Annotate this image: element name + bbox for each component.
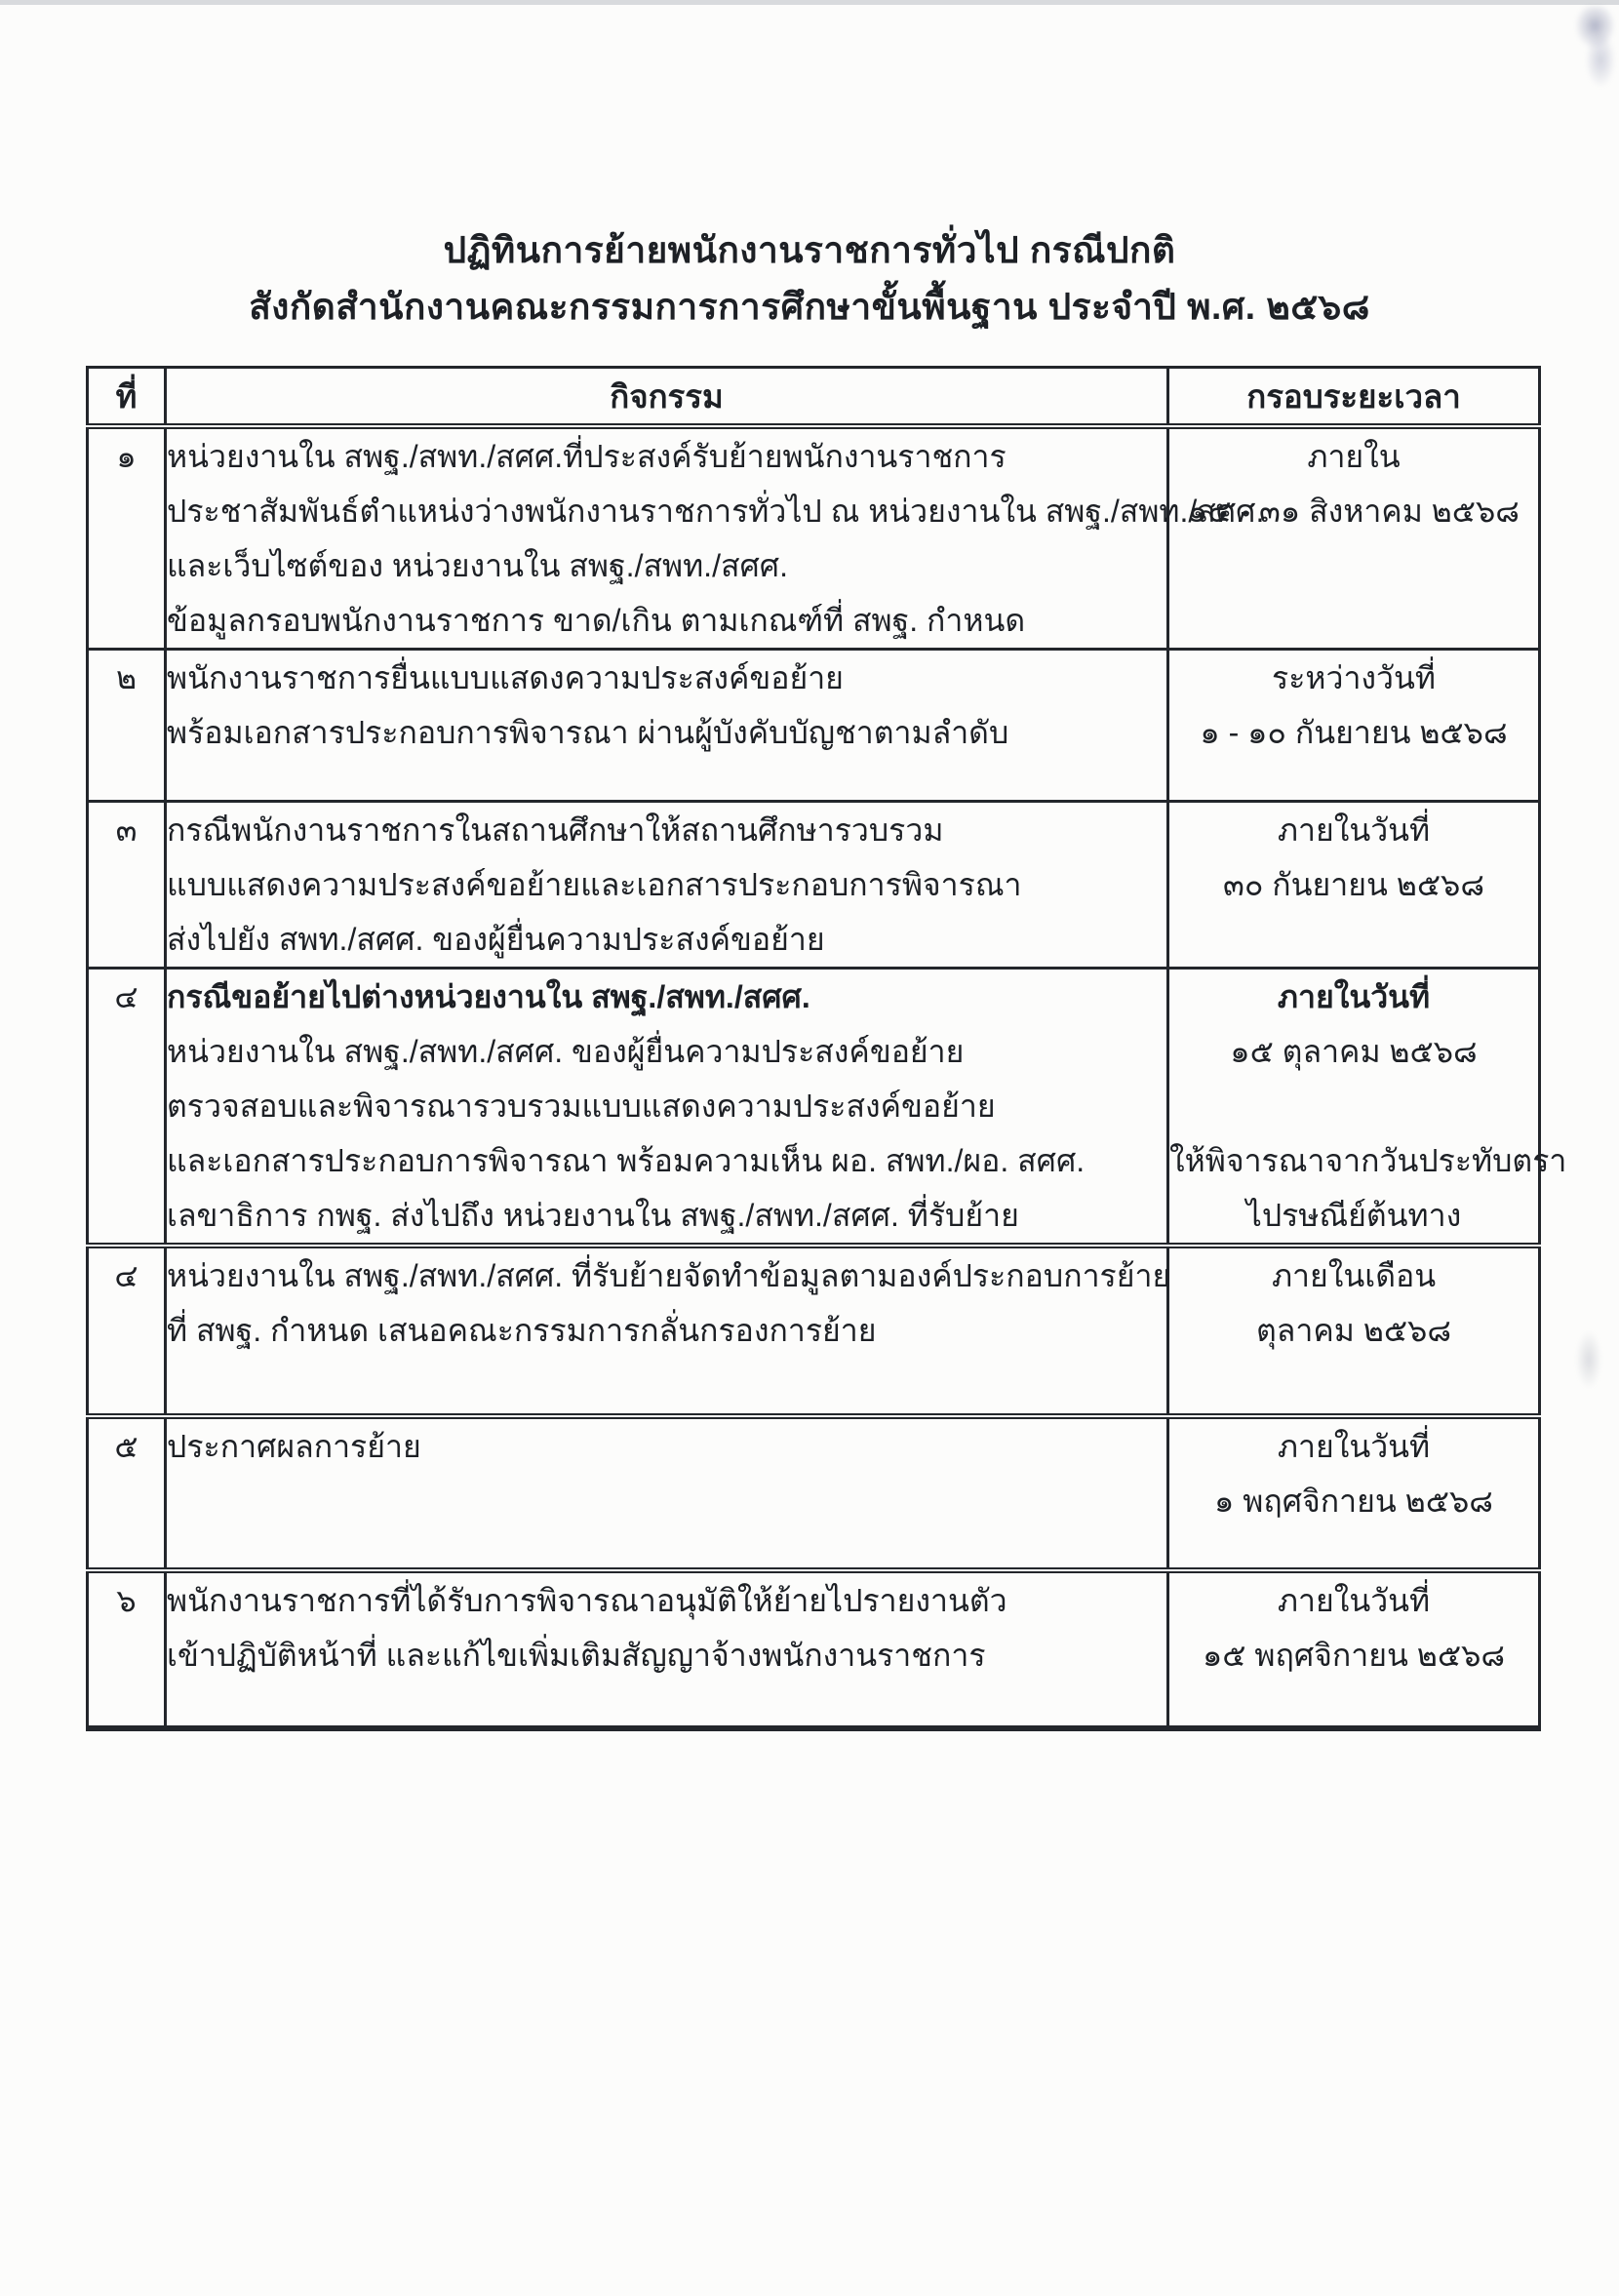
timeframe-cell (1168, 802, 1540, 969)
timeframe-line: ๑ พฤศจิกายน ๒๕๖๘ (1214, 1484, 1493, 1519)
activity-line: พนักงานราชการยื่นแบบแสดงความประสงค์ขอย้าย (167, 660, 844, 695)
activity-cell (166, 802, 1168, 969)
table-row (88, 650, 1540, 802)
row-number (88, 1246, 166, 1416)
timeframe-line: ไปรษณีย์ต้นทาง (1245, 1198, 1462, 1233)
row-number (88, 1570, 166, 1728)
activity-line: แบบแสดงความประสงค์ขอย้ายและเอกสารประกอบการพิจารณา (167, 867, 1022, 902)
header-no: ที่ (88, 368, 166, 427)
table-row (88, 426, 1540, 650)
row-number-text: ๖ (116, 1583, 137, 1618)
timeframe-line: ภายใน (1307, 439, 1401, 474)
activity-line: ข้อมูลกรอบพนักงานราชการ ขาด/เกิน ตามเกณฑ์ที่ สพฐ. กำหนด (167, 603, 1026, 638)
row-number-text: ๓ (115, 812, 138, 848)
timeframe-cell (1168, 426, 1540, 650)
activity-cell (166, 1416, 1168, 1570)
activity-line: ประกาศผลการย้าย (167, 1429, 421, 1464)
row-number-text: ๔ (114, 1258, 138, 1293)
activity-line: ประชาสัมพันธ์ตำแหน่งว่างพนักงานราชการทั่วไป ณ หน่วยงานใน สพฐ./สพท./สศศ. (167, 494, 1265, 529)
row-number (88, 969, 166, 1247)
activity-line: เข้าปฏิบัติหน้าที่ และแก้ไขเพิ่มเติมสัญญาจ้างพนักงานราชการ (167, 1638, 986, 1673)
document-title-line1: ปฏิทินการย้ายพนักงานราชการทั่วไป กรณีปกติ (443, 230, 1176, 270)
activity-line: เลขาธิการ กพฐ. ส่งไปถึง หน่วยงานใน สพฐ./สพท./สศศ. ที่รับย้าย (167, 1198, 1019, 1233)
table-row (88, 802, 1540, 969)
scan-artifact-top-strip (0, 0, 1619, 5)
timeframe-line: ตุลาคม ๒๕๖๘ (1255, 1313, 1452, 1348)
row-number (88, 1416, 166, 1570)
row-number (88, 650, 166, 802)
document-title (0, 222, 1619, 336)
document-title-line2: สังกัดสำนักงานคณะกรรมการการศึกษาขั้นพื้นฐาน ประจำปี พ.ศ. ๒๕๖๘ (249, 287, 1370, 327)
activity-cell (166, 969, 1168, 1247)
timeframe-cell (1168, 1416, 1540, 1570)
timeframe-cell (1168, 1246, 1540, 1416)
scan-artifact-top-right-smudge (1549, 6, 1615, 96)
activity-line: และเว็บไซต์ของ หน่วยงานใน สพฐ./สพท./สศศ. (167, 548, 788, 583)
activity-line: ตรวจสอบและพิจารณารวบรวมแบบแสดงความประสงค์ขอย้าย (167, 1089, 996, 1124)
activity-line: และเอกสารประกอบการพิจารณา พร้อมความเห็น ผอ. สพท./ผอ. สศศ. (167, 1143, 1086, 1178)
row-number-text: ๕ (114, 1429, 138, 1464)
table-row (88, 1416, 1540, 1570)
timeframe-line: ๑๕ ตุลาคม ๒๕๖๘ (1230, 1034, 1478, 1069)
row-number-text: ๒ (115, 660, 138, 695)
timeframe-cell (1168, 650, 1540, 802)
activity-cell (166, 426, 1265, 650)
row-number (88, 802, 166, 969)
timeframe-cell (1168, 969, 1567, 1247)
activity-line: กรณีขอย้ายไปต่างหน่วยงานใน สพฐ./สพท./สศศ. (167, 979, 810, 1014)
timeframe-line: ๑ - ๑๐ กันยายน ๒๕๖๘ (1200, 715, 1508, 750)
header-timeframe: กรอบระยะเวลา (1168, 368, 1540, 427)
activity-cell (166, 1246, 1171, 1416)
timeframe-line: ๓๐ กันยายน ๒๕๖๘ (1222, 867, 1485, 902)
timeframe-line: ให้พิจารณาจากวันประทับตรา (1169, 1143, 1567, 1178)
timeframe-line: ๑๕ พฤศจิกายน ๒๕๖๘ (1202, 1638, 1506, 1673)
table-row (88, 1570, 1540, 1728)
row-number-text: ๔ (114, 979, 138, 1014)
activity-line: พร้อมเอกสารประกอบการพิจารณา ผ่านผู้บังคับบัญชาตามลำดับ (167, 715, 1009, 750)
activity-line: หน่วยงานใน สพฐ./สพท./สศศ. ของผู้ยื่นความประสงค์ขอย้าย (167, 1034, 965, 1069)
timeframe-line: ภายในเดือน (1271, 1258, 1437, 1293)
timeframe-spacer (1169, 1079, 1538, 1133)
timeframe-line: ภายในวันที่ (1277, 979, 1431, 1014)
scan-artifact-right-smudge (1568, 1315, 1609, 1405)
timeframe-line: ภายในวันที่ (1277, 812, 1431, 848)
timeframe-cell (1168, 1570, 1540, 1728)
activity-line: ส่งไปยัง สพท./สศศ. ของผู้ยื่นความประสงค์ขอย้าย (167, 922, 825, 957)
table-row (88, 969, 1540, 1247)
activity-line: หน่วยงานใน สพฐ./สพท./สศศ. ที่รับย้ายจัดทำข้อมูลตามองค์ประกอบการย้าย (167, 1258, 1171, 1293)
activity-line: พนักงานราชการที่ได้รับการพิจารณาอนุมัติให้ย้ายไปรายงานตัว (167, 1583, 1007, 1618)
activity-cell (166, 650, 1168, 802)
row-number (88, 426, 166, 650)
timeframe-line: ระหว่างวันที่ (1272, 660, 1436, 695)
timeframe-line: ภายในวันที่ (1277, 1429, 1431, 1464)
activity-line: กรณีพนักงานราชการในสถานศึกษาให้สถานศึกษารวบรวม (167, 812, 944, 848)
row-number-text: ๑ (116, 439, 137, 474)
table-header-row (88, 368, 1540, 427)
header-activity: กิจกรรม (166, 368, 1168, 427)
table-row (88, 1246, 1540, 1416)
timeframe-line: ภายในวันที่ (1277, 1583, 1431, 1618)
activity-cell (166, 1570, 1168, 1728)
timeframe-line: ๑๕ - ๓๑ สิงหาคม ๒๕๖๘ (1188, 494, 1520, 529)
calendar-table (86, 366, 1567, 1731)
activity-line: หน่วยงานใน สพฐ./สพท./สศศ.ที่ประสงค์รับย้ายพนักงานราชการ (167, 439, 1007, 474)
activity-line: ที่ สพฐ. กำหนด เสนอคณะกรรมการกลั่นกรองการย้าย (167, 1313, 877, 1348)
